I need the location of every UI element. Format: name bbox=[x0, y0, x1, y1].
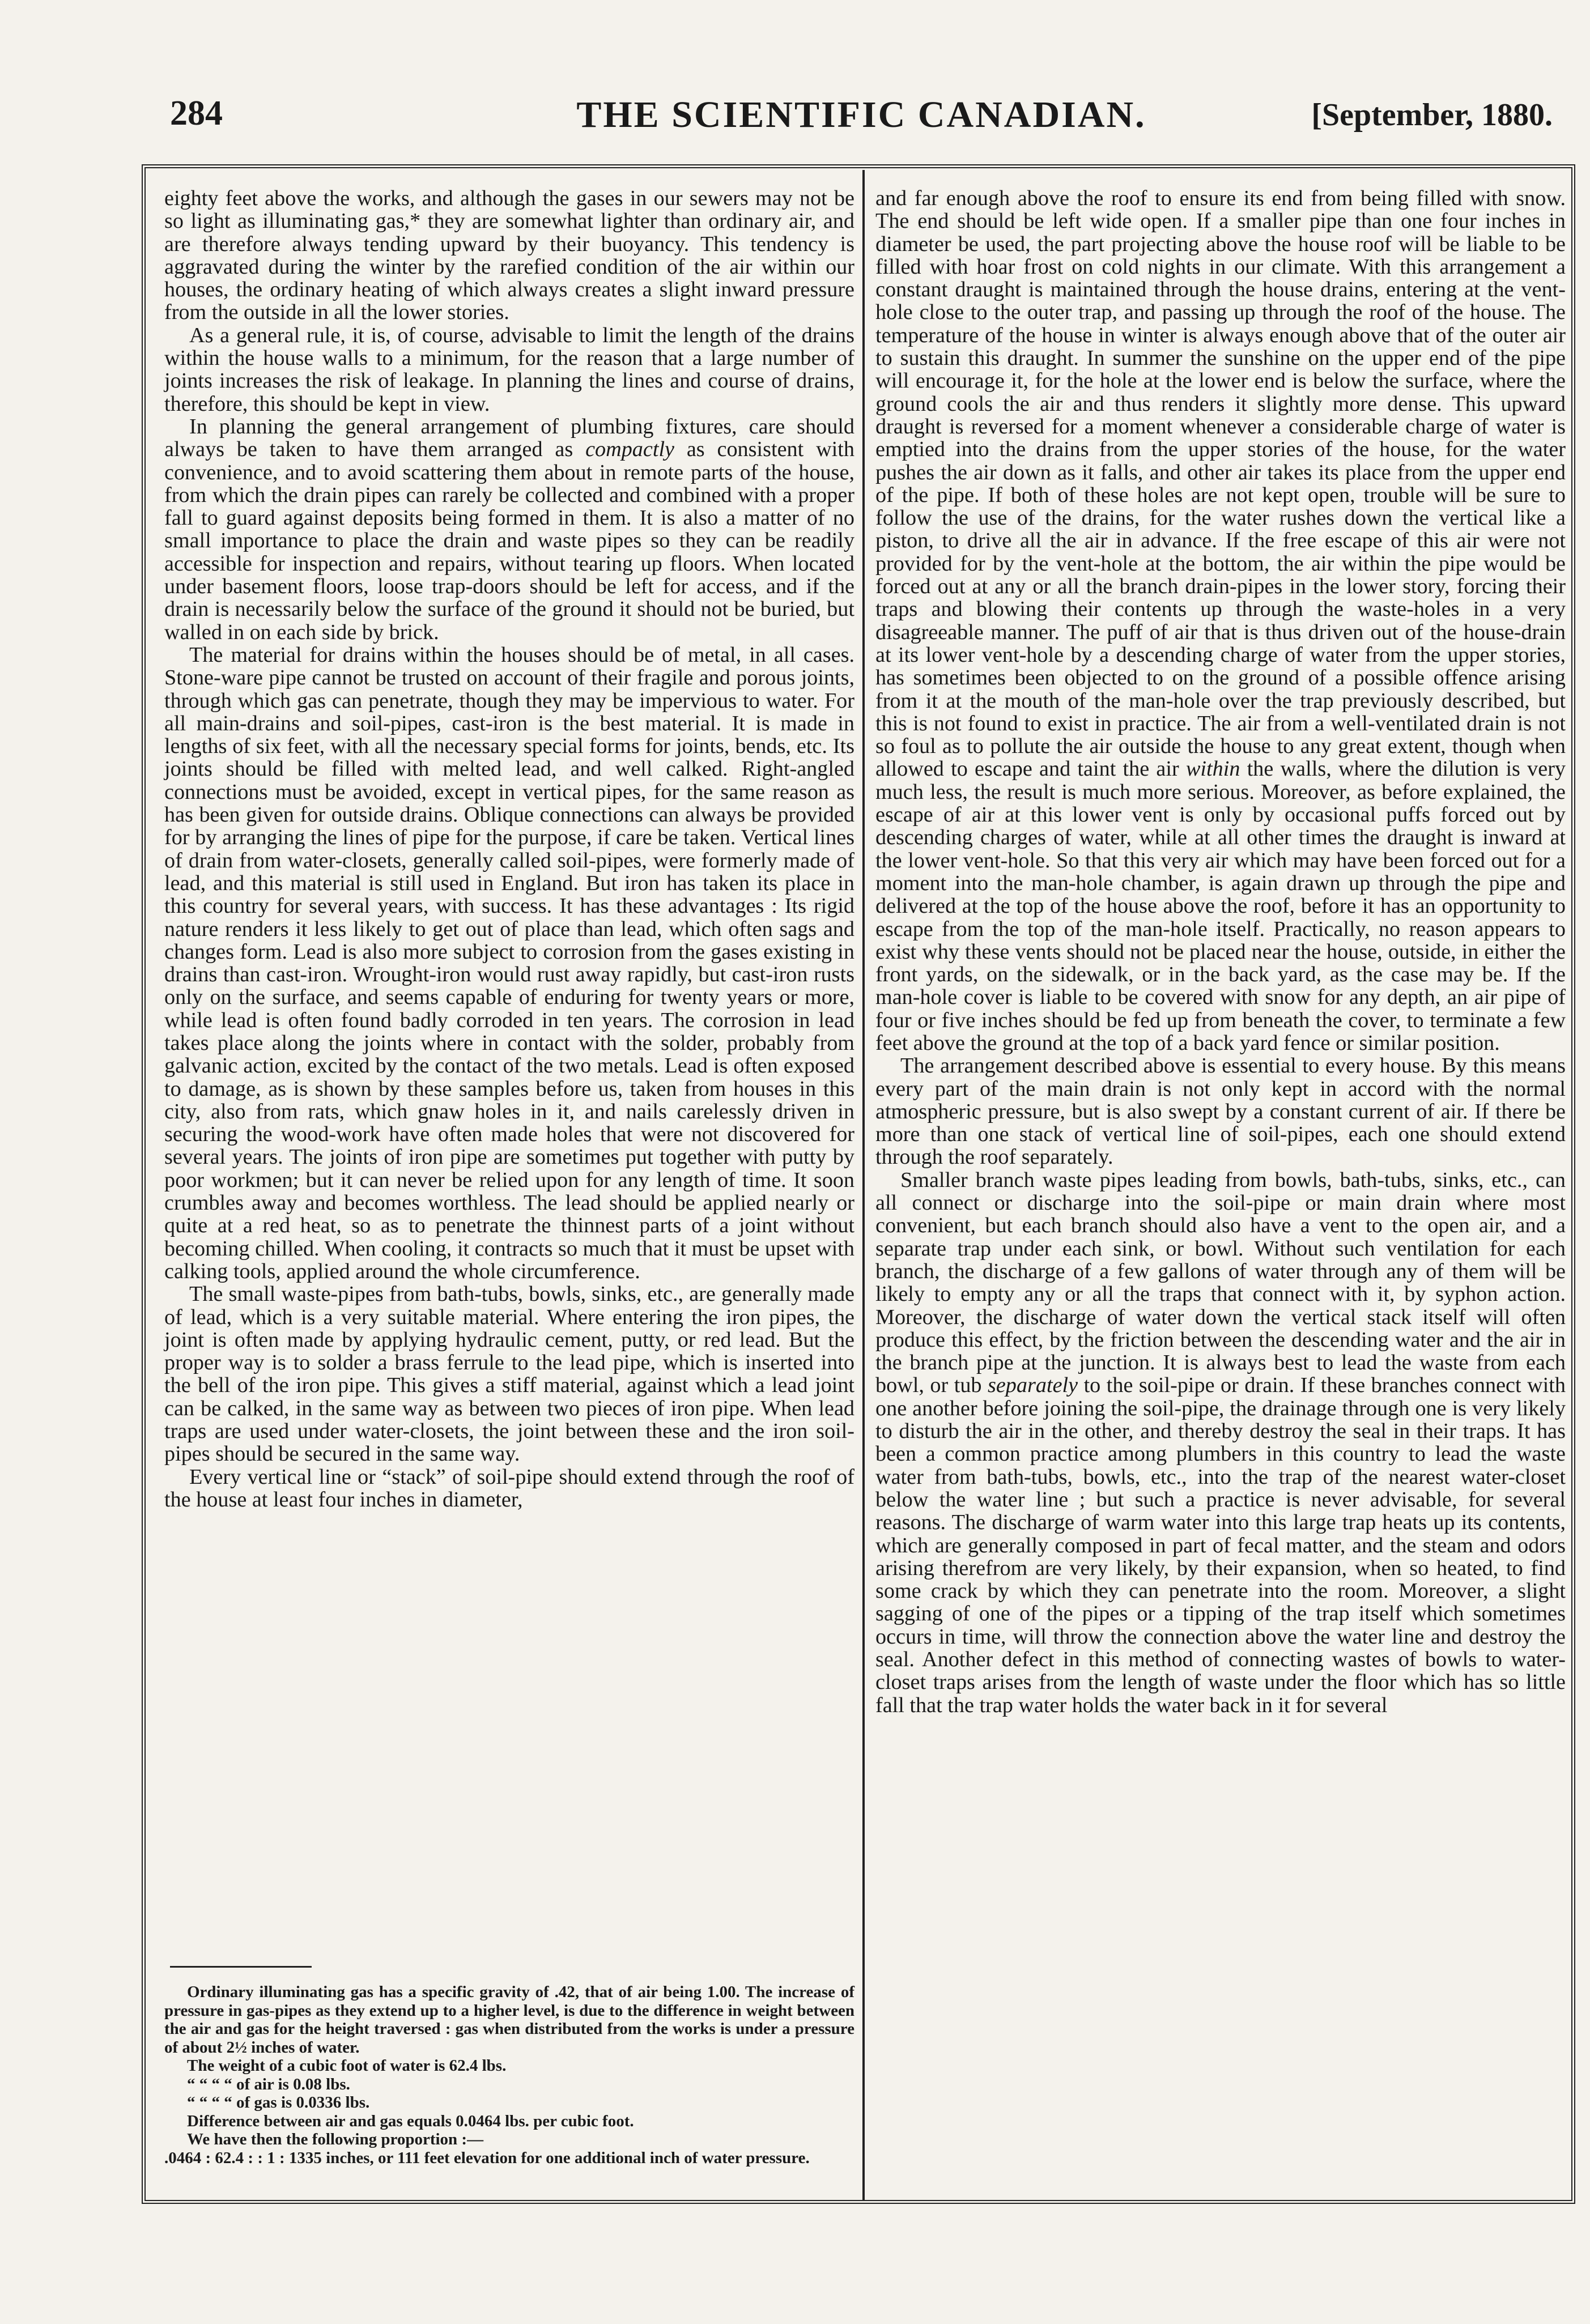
right-column bbox=[875, 187, 1566, 2181]
footnote-line: The weight of a cubic foot of water is 62.4 lbs. bbox=[187, 2057, 507, 2075]
paragraph-text: and far enough above the roof to ensure its end from being filled with snow. The end should be left wide open. If a smaller pipe than one four inches in diameter be used, the part projecting above the house roof will be liable to be filled with hoar frost on cold nights in our climate. With this arrangement a constant draught is maintained through the house drains, entering at the vent-hole close to the outer trap, and passing up through the roof of the house. The temperature of the house in winter is always enough above that of the outer air to sustain this draught. In summer the sunshine on the upper end of the pipe will encourage it, for the hole at the lower end is below the surface, where the ground cools the air and thus renders it slightly more dense. This upward draught is reversed for a moment whenever a considerable charge of water is emptied into the drains from the upper stories of the house, for the water pushes the air down as it falls, and other air takes its place from the upper end of the pipe. If both of these holes are not kept open, trouble will be sure to follow the use of the drains, for the water rushes down the vertical like a piston, to drive all the air in advance. If the free escape of this air were not provided for by the vent-hole at the bottom, the air within the pipe would be forced out at any or all the branch drain-pipes in the lower story, forcing their traps and blowing their contents up through the waste-holes in a very disagreeable manner. The puff of air that is thus driven out of the house-drain at its lower vent-hole by a descending charge of water from the upper stories, has sometimes been objected to on the ground of a possible offence arising from it at the mouth of the man-hole over the trap previously described, but this is not found to exist in practice. The air from a well-ventilated drain is not so foul as to pollute the air outside the house to any great extent, though when allowed to escape and taint the air bbox=[875, 186, 1566, 781]
footnote-line: “ “ “ “ of gas is 0.0336 lbs. bbox=[187, 2093, 370, 2112]
page-number: 284 bbox=[170, 94, 223, 133]
emphasis-text: compactly bbox=[585, 437, 675, 462]
paragraph: The small waste-pipes from bath-tubs, bowls, sinks, etc., are generally made of lead, which is a very suitable material. Where entering the iron pipes, the joint is often made by applying hydraulic cement, putty, or red lead. But the proper way is to solder a brass ferrule to the lead pipe, which is inserted into the bell of the iron pipe. This gives a stiff material, against which a lead joint can be calked, in the same way as between two pieces of iron pipe. When lead traps are used under water-closets, the joint between these and the iron soil-pipes should be secured in the same way. bbox=[164, 1282, 854, 1466]
emphasis-text: separately bbox=[988, 1373, 1078, 1398]
footnote-line: Ordinary illuminating gas has a specific gravity of .42, that of air being 1.00. The increase of pressure in gas-pipes as they extend up to a higher level, is due to the difference in weight between the air and gas for the height traversed : gas when distributed from the works is under a pressure of about 2½ inches of water. bbox=[164, 1983, 854, 2057]
journal-title: THE SCIENTIFIC CANADIAN. bbox=[576, 94, 1146, 135]
paragraph: The material for drains within the houses should be of metal, in all cases. Stone-ware pipe cannot be trusted on account of their fragile and porous joints, through which gas can penetrate, though they may be impervious to water. For all main-drains and soil-pipes, cast-iron is the best material. It is made in lengths of six feet, with all the necessary special forms for joints, bends, etc. Its joints should be filled with melted lead, and well calked. Right-angled connections must be avoided, except in vertical pipes, for the same reason as has been given for outside drains. Oblique connections can always be provided for by arranging the lines of pipe for the purpose, if care be taken. Vertical lines of drain from water-closets, generally called soil-pipes, were formerly made of lead, and this material is still used in England. But iron has taken its place in this country for several years, with success. It has these advantages : Its rigid nature renders it less likely to get out of place than lead, which often sags and changes form. Lead is also more subject to corrosion from the gases existing in drains than cast-iron. Wrought-iron would rust away rapidly, but cast-iron rusts only on the surface, and seems capable of enduring for twenty years or more, while lead is often found badly corroded in ten years. The corrosion in lead takes place along the joints where in contact with the solder, probably from galvanic action, excited by the contact of the two metals. Lead is often exposed to damage, as is shown by these samples before us, taken from houses in this city, also from rats, which gnaw holes in it, and nails carelessly driven in securing the wood-work have often made holes that were not discovered for several years. The joints of iron pipe are sometimes put together with putty by poor workmen; but it can never be relied upon for any length of time. It soon crumbles away and becomes worthless. The lead should be applied nearly or quite at a red heat, so as to penetrate the thinnest parts of a joint without becoming chilled. When cooling, it contracts so much that it must be upset with calking tools, applied around the whole circumference. bbox=[164, 642, 854, 1283]
left-column bbox=[164, 187, 854, 2006]
paragraph bbox=[875, 187, 1566, 1054]
paragraph-text: the walls, where the dilution is very much less, the result is much more serious. Moreover, as before explained, the escape of air at this lower vent is only by occasional puffs forced out by descending charges of water, while at all other times the draught is inward at the lower vent-hole. So that this very air which may have been forced out for a moment into the man-hole chamber, is again drawn up through the pipe and delivered at the top of the house above the roof, before it has an opportunity to escape from the top of the man-hole itself. Practically, no reason appears to exist why these vents should not be placed near the house, outside, in either the front yards, on the sidewalk, or in the back yard, as the case may be. If the man-hole cover is liable to be covered with snow for any depth, an air pipe of four or five inches should be fed up from beneath the cover, to terminate a few feet above the ground at the top of a back yard fence or similar position. bbox=[875, 757, 1566, 1055]
paragraph: As a general rule, it is, of course, advisable to limit the length of the drains within the house walls to a minimum, for the reason that a large number of joints increases the risk of leakage. In planning the lines and course of drains, therefore, this should be kept in view. bbox=[164, 323, 854, 416]
paragraph: eighty feet above the works, and although the gases in our sewers may not be so light as illuminating gas,* they are somewhat lighter than ordinary air, and are therefore always tending upward by their buoyancy. This tendency is aggravated during the winter by the rarefied condition of the air within our houses, the ordinary heating of which always creates a slight inward pressure from the outside in all the lower stories. bbox=[164, 186, 854, 325]
footnote-rule bbox=[170, 1966, 312, 1968]
issue-date: [September, 1880. bbox=[1311, 97, 1553, 133]
footnote-line: .0464 : 62.4 : : 1 : 1335 inches, or 111 feet elevation for one additional inch of water pressure. bbox=[164, 2148, 810, 2167]
paragraph-text: In planning the general arrangement of plumbing fixtures, care should always be taken to have them arranged as bbox=[164, 414, 854, 462]
footnote-line: We have then the following proportion :— bbox=[187, 2130, 484, 2148]
page-header bbox=[170, 93, 1553, 144]
paragraph bbox=[164, 415, 854, 644]
footnote-line: “ “ “ “ of air is 0.08 lbs. bbox=[187, 2075, 350, 2093]
footnote bbox=[164, 1983, 854, 2167]
emphasis-text: within bbox=[1185, 757, 1240, 781]
paragraph: The arrangement described above is essential to every house. By this means every part of the main drain is not only kept in accord with the normal atmospheric pressure, but is also swept by a constant current of air. If there be more than one stack of vertical line of soil-pipes, each one should extend through the roof separately. bbox=[875, 1054, 1566, 1169]
paragraph: Every vertical line or “stack” of soil-pipe should extend through the roof of the house at least four inches in diameter, bbox=[164, 1465, 854, 1512]
column-divider bbox=[862, 170, 865, 2201]
paragraph-text: to the soil-pipe or drain. If these branches connect with one another before joining the soil-pipe, the drainage through one is very likely to disturb the air in the other, and thereby destroy the seal in their traps. It has been a common practice among plumbers in this country to lead the waste water from bath-tubs, bowls, etc., into the trap of the nearest water-closet below the water line ; but such a practice is never advisable, for several reasons. The discharge of warm water into this large trap heats up its contents, which are generally composed in part of fecal matter, and the steam and odors arising therefrom are very likely, by their expansion, when so heated, to find some crack by which they can penetrate into the room. Moreover, a slight sagging of one of the pipes or a tipping of the trap itself which sometimes occurs in time, will throw the connection above the water line and destroy the seal. Another defect in this method of connecting wastes of bowls to water-closet traps arises from the length of waste under the floor which has so little fall that the trap water holds the water back in it for several bbox=[875, 1373, 1566, 1717]
paragraph-text: Smaller branch waste pipes leading from bowls, bath-tubs, sinks, etc., can all connect or discharge into the soil-pipe or main drain where most convenient, but each branch should also have a vent to the open air, and a separate trap under each sink, or bowl. Without such ventilation for each branch, the discharge of a few gallons of water through any of them will be likely to empty any or all the traps that connect with it, by syphon action. Moreover, the discharge of water down the vertical stack itself will often produce this effect, by the friction between the descending water and the air in the branch pipe at the junction. It is always best to lead the waste from each bowl, or tub bbox=[875, 1168, 1566, 1398]
paragraph bbox=[875, 1169, 1566, 1717]
paragraph-text: as consistent with convenience, and to avoid scattering them about in remote parts of the house, from which the drain pipes can rarely be collected and combined with a proper fall to guard against deposits being formed in them. It is also a matter of no small importance to place the drain and waste pipes so they can be readily accessible for inspection and repairs, without tearing up floors. When located under basement floors, loose trap-doors should be left for access, and if the drain is necessarily below the surface of the ground it should not be buried, but walled in on each side by brick. bbox=[164, 437, 854, 644]
footnote-line: Difference between air and gas equals 0.0464 lbs. per cubic foot. bbox=[187, 2112, 634, 2130]
